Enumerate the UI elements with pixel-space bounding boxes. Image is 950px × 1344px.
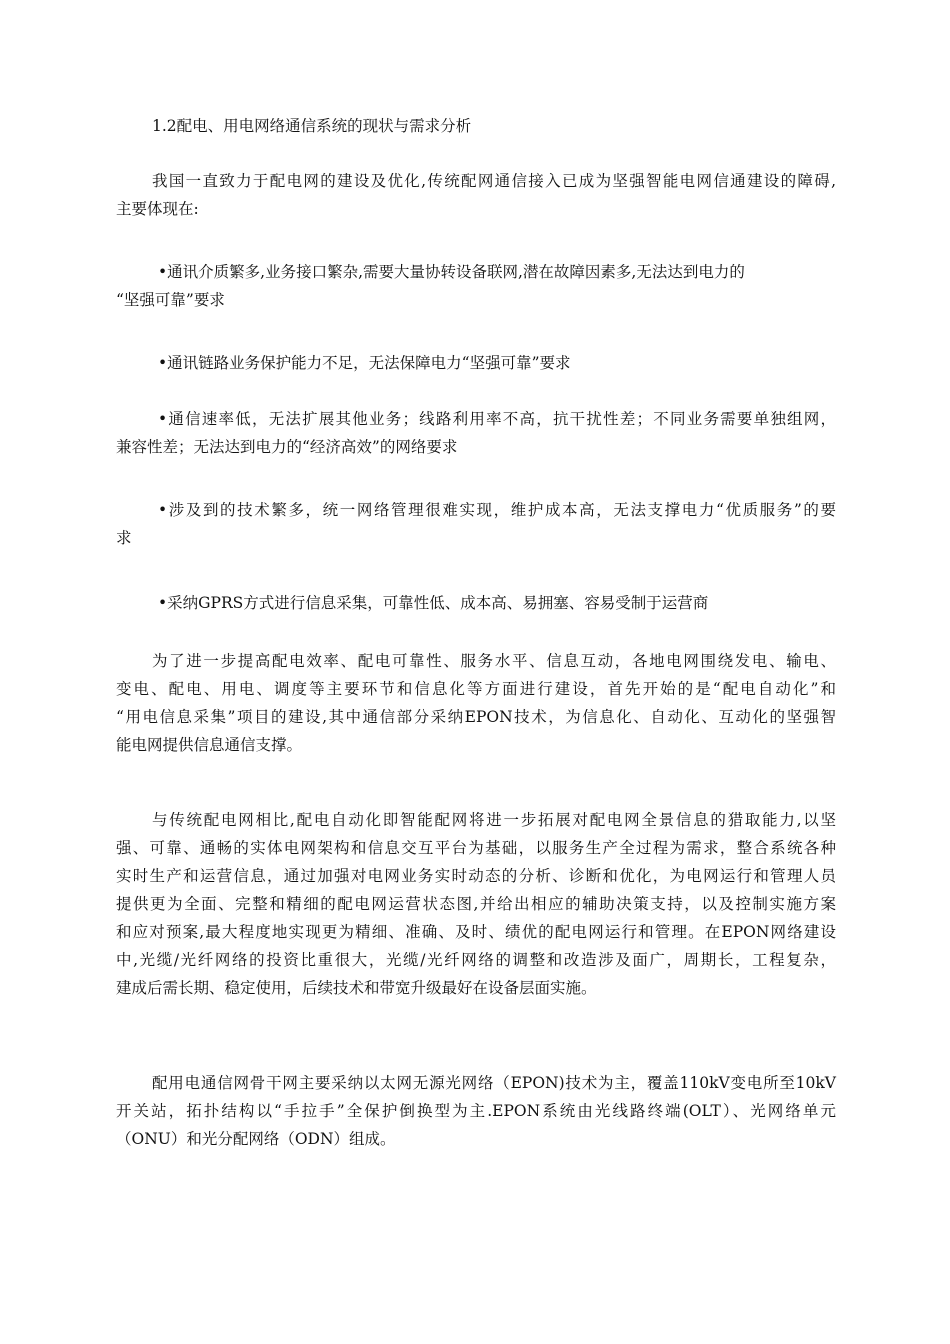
paragraph-2-line-2: 强、可靠、通畅的实体电网架构和信息交互平台为基础，以服务生产全过程为需求，整合系统各种 — [116, 839, 836, 857]
bullet-4-line-2: 求 — [116, 529, 132, 547]
paragraph-1 — [116, 647, 836, 759]
intro-line-1: 我国一直致力于配电网的建设及优化,传统配网通信接入已成为坚强智能电网信通建设的障碍, — [152, 172, 836, 190]
bullet-3-line-2: 兼容性差；无法达到电力的“经济高效”的网络要求 — [116, 438, 458, 456]
paragraph-1-line-2: 变电、配电、用电、调度等主要环节和信息化等方面进行建设，首先开始的是“配电自动化”和 — [116, 680, 836, 698]
intro-line-2: 主要体现在: — [116, 200, 199, 218]
bullet-item-4 — [116, 496, 836, 552]
paragraph-2 — [116, 806, 836, 1002]
paragraph-2-line-7: 建成后需长期、稳定使用，后续技术和带宽升级最好在设备层面实施。 — [116, 979, 597, 997]
bullet-5-line-1: •采纳GPRS方式进行信息采集，可靠性低、成本高、易拥塞、容易受制于运营商 — [158, 594, 709, 612]
paragraph-2-line-5: 和应对预案,最大程度地实现更为精细、准确、及时、绩优的配电网运行和管理。在EPON网络建设 — [116, 923, 836, 941]
bullet-item-2 — [116, 349, 836, 377]
paragraph-3 — [116, 1069, 836, 1153]
paragraph-1-line-3: “用电信息采集”项目的建设,其中通信部分采纳EPON技术，为信息化、自动化、互动化的坚强智 — [116, 708, 836, 726]
bullet-1-line-2: “坚强可靠”要求 — [116, 291, 225, 309]
paragraph-2-line-3: 实时生产和运营信息，通过加强对电网业务实时动态的分析、诊断和优化，为电网运行和管理人员 — [116, 867, 836, 885]
bullet-4-line-1: •涉及到的技术繁多，统一网络管理很难实现，维护成本高，无法支撑电力“优质服务”的要 — [158, 501, 836, 519]
bullet-1-line-1: •通讯介质繁多,业务接口繁杂,需要大量协转设备联网,潜在故障因素多,无法达到电力的 — [158, 263, 745, 281]
paragraph-3-line-3: （ONU）和光分配网络（ODN）组成。 — [116, 1130, 396, 1148]
bullet-3-line-1: •通信速率低，无法扩展其他业务；线路利用率不高，抗干扰性差；不同业务需要单独组网， — [158, 410, 836, 428]
paragraph-1-line-4: 能电网提供信息通信支撑。 — [116, 736, 303, 754]
bullet-item-1 — [116, 258, 836, 314]
paragraph-1-line-1: 为了进一步提高配电效率、配电可靠性、服务水平、信息互动，各地电网围绕发电、输电、 — [152, 652, 836, 670]
section-heading — [116, 112, 872, 140]
intro-paragraph — [116, 167, 836, 223]
section-heading-text: 1.2配电、用电网络通信系统的现状与需求分析 — [152, 117, 472, 135]
paragraph-2-line-6: 中,光缆/光纤网络的投资比重很大，光缆/光纤网络的调整和改造涉及面广，周期长，工程复杂， — [116, 951, 836, 969]
paragraph-2-line-1: 与传统配电网相比,配电自动化即智能配网将进一步拓展对配电网全景信息的猎取能力,以坚 — [152, 811, 836, 829]
paragraph-3-line-1: 配用电通信网骨干网主要采纳以太网无源光网络（EPON)技术为主，覆盖110kV变电所至10kV — [152, 1074, 836, 1092]
bullet-item-3 — [116, 405, 836, 461]
bullet-item-5 — [116, 589, 836, 617]
bullet-2-line-1: •通讯链路业务保护能力不足，无法保障电力“坚强可靠”要求 — [158, 354, 571, 372]
paragraph-3-line-2: 开关站，拓扑结构以“手拉手”全保护倒换型为主.EPON系统由光线路终端(OLT）、光网络单元 — [116, 1102, 836, 1120]
paragraph-2-line-4: 提供更为全面、完整和精细的配电网运营状态图,并给出相应的辅助决策支持，以及控制实施方案 — [116, 895, 836, 913]
